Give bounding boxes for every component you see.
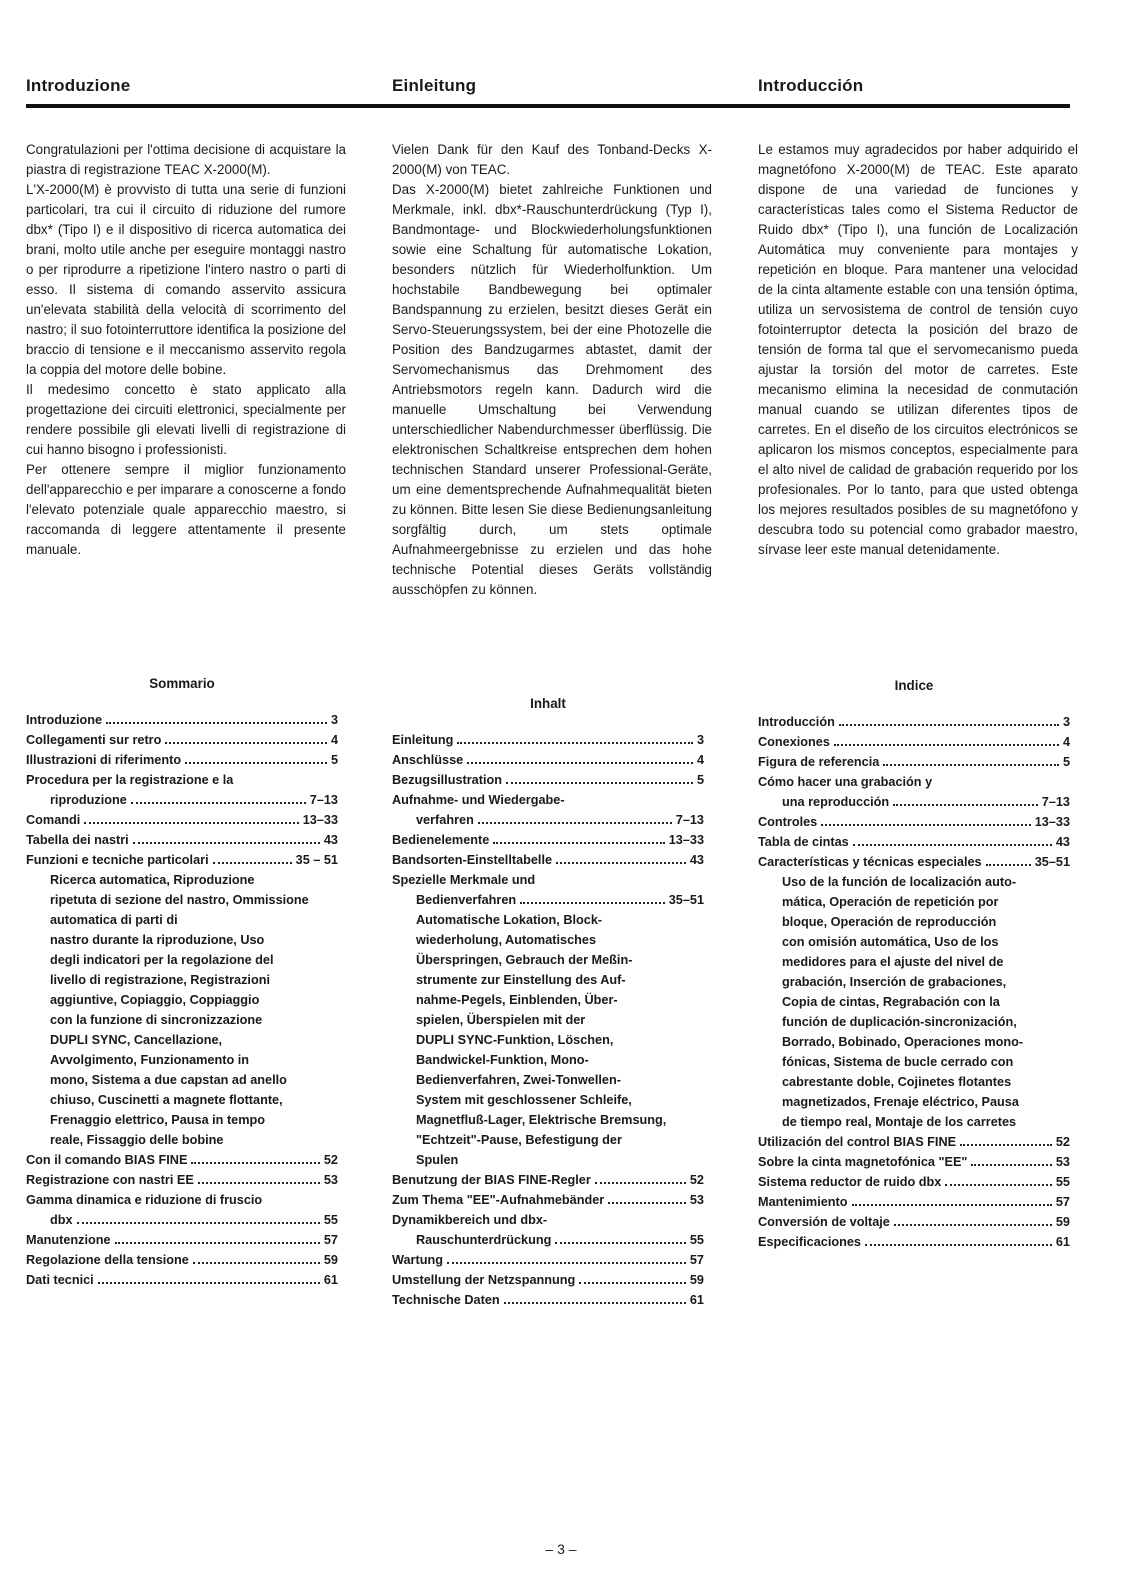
toc-entry-page: 5: [1062, 755, 1070, 769]
toc-entry-label: Tabella dei nastri: [26, 833, 129, 847]
toc-entry-label: Tabla de cintas: [758, 835, 849, 849]
toc-entry: [26, 730, 338, 750]
header-german: Einleitung: [392, 76, 477, 95]
toc-entry-continued: [392, 810, 704, 830]
toc-entry-subtopics: Uso de la función de localización auto- mática, Operación de repetición por bloque, Operación de reproducción con omisión automática, Uso de los medidores para el ajuste del nivel de grabación, Inserción de grabaciones, Copia de cintas, Regrabación con la función de duplicación-sincronización, Borrado, Bobinado, Operaciones mono- fónicas, Sistema de bucle cerrado con cabrestante doble, Cojinetes flotantes magnetizados, Frenaje eléctrico, Pausa de tiempo real, Montaje de los carretes: [782, 875, 1024, 1129]
toc-leader-dots: [608, 1202, 686, 1204]
toc-leader-dots: [198, 1182, 320, 1184]
toc-entry: [758, 1232, 1070, 1252]
toc-entry-page: 13–33: [1034, 815, 1070, 829]
toc-italian-entries: [26, 710, 338, 1290]
toc-entry: [758, 712, 1070, 732]
toc-entry-label: una reproducción: [782, 795, 890, 809]
toc-entry-page: 52: [1055, 1135, 1070, 1149]
toc-entry-continued: [26, 790, 338, 810]
toc-entry-subtopics: Ricerca automatica, Riproduzione ripetuta di sezione del nastro, Ommissione automatica di parti di nastro durante la riproduzione, Uso degli indicatori per la regolazione del livello di registrazione, Registrazioni aggiuntive, Copiaggio, Coppiaggio con la funzione di sincronizzazione DUPLI SYNC, Cancellazione, Avvolgimento, Funzionamento in mono, Sistema a due capstan ad anello chiuso, Cuscinetti a magnete flottante, Frenaggio elettrico, Pausa in tempo reale, Fissaggio delle bobine: [50, 873, 309, 1147]
header-rule: [26, 104, 1070, 108]
toc-entry: [392, 1170, 704, 1190]
toc-entry-label: Technische Daten: [392, 1293, 500, 1307]
toc-entry-page: 55: [689, 1233, 704, 1247]
intro-german-text: Vielen Dank für den Kauf des Tonband-Decks X-2000(M) von TEAC. Das X-2000(M) bietet zahlreiche Funktionen und Merkmale, inkl. dbx*-Rauschunterdrückung (Typ I), Bandmontage- und Blockwiederholungsfunktionen sowie eine Schaltung für automatische Lokation, besonders nützlich für Wiederholfunktion. Um hochstabile Bandbewegung bei optimaler Bandspannung zu erzielen, besitzt dieses Gerät ein Servo-Steuerungssystem, bei der eine Photozelle die Position des Bandzugarmes abtastet, damit der Servomechanismus das Drehmoment des Antriebsmotors regeln kann. Dadurch wird die manuelle Umschaltung bei Verwendung unterschiedlicher Nabendurchmesser überflüssig. Die elektronischen Schaltkreise entsprechen dem hohen technischen Standard unserer Professional-Geräte, um eine dementsprechende Aufnahmequalität bieten zu können. Bitte lesen Sie diese Bedienungsanleitung sorgfältig durch, um stets optimale Aufnahmeergebnisse zu erzielen und das hohe technische Potential dieses Geräts vollständig ausschöpfen zu können.: [392, 142, 712, 597]
toc-entry-label: Introducción: [758, 715, 835, 729]
toc-entry-page: 5: [330, 753, 338, 767]
toc-entry-page: 43: [323, 833, 338, 847]
toc-entry: [758, 832, 1070, 852]
toc-entry-label: Mantenimiento: [758, 1195, 848, 1209]
toc-entry-page: 35–51: [1034, 855, 1070, 869]
toc-entry-label: Wartung: [392, 1253, 443, 1267]
toc-entry-label: Dynamikbereich und dbx-: [392, 1213, 548, 1227]
toc-leader-dots: [185, 762, 327, 764]
toc-entry-page: 53: [1055, 1155, 1070, 1169]
toc-entry: [26, 850, 338, 870]
toc-leader-dots: [520, 902, 665, 904]
intro-italian: [26, 140, 346, 560]
toc-entry: [758, 812, 1070, 832]
toc-entry-page: 53: [689, 1193, 704, 1207]
toc-entry-label: Spezielle Merkmale und: [392, 873, 536, 887]
toc-entry: [392, 770, 704, 790]
toc-entry: [26, 1150, 338, 1170]
toc-entry: [392, 790, 704, 810]
toc-entry: [392, 730, 704, 750]
toc-entry-page: 59: [323, 1253, 338, 1267]
toc-entry-label: Regolazione della tensione: [26, 1253, 189, 1267]
toc-entry-label: Especificaciones: [758, 1235, 861, 1249]
toc-leader-dots: [131, 802, 306, 804]
toc-entry-label: Bandsorten-Einstelltabelle: [392, 853, 553, 867]
toc-entry-page: 3: [330, 713, 338, 727]
toc-entry: [758, 1132, 1070, 1152]
toc-entry-page: 52: [323, 1153, 338, 1167]
toc-entry-page: 61: [1055, 1235, 1070, 1249]
toc-entry-label: verfahren: [416, 813, 474, 827]
toc-leader-dots: [457, 742, 693, 744]
toc-entry: [758, 852, 1070, 872]
toc-entry-continued: [392, 1230, 704, 1250]
toc-entry-page: 61: [689, 1293, 704, 1307]
toc-leader-dots: [894, 1224, 1052, 1226]
toc-entry-page: 7–13: [309, 793, 338, 807]
toc-entry-page: 13–33: [668, 833, 704, 847]
toc-leader-dots: [213, 862, 292, 864]
toc-entry: [392, 1270, 704, 1290]
toc-german-entries: [392, 730, 704, 1310]
toc-entry-label: Gamma dinamica e riduzione di fruscio: [26, 1193, 263, 1207]
toc-entry-label: Características y técnicas especiales: [758, 855, 982, 869]
toc-leader-dots: [77, 1222, 320, 1224]
toc-leader-dots: [133, 842, 320, 844]
toc-entry-label: Conexiones: [758, 735, 830, 749]
toc-entry-page: 7–13: [1041, 795, 1070, 809]
toc-entry-label: Umstellung der Netzspannung: [392, 1273, 576, 1287]
toc-leader-dots: [986, 864, 1031, 866]
toc-leader-dots: [504, 1302, 686, 1304]
toc-entry: [26, 1230, 338, 1250]
toc-entry-page: 4: [330, 733, 338, 747]
toc-leader-dots: [893, 804, 1038, 806]
toc-leader-dots: [821, 824, 1031, 826]
toc-entry-page: 35 – 51: [295, 853, 338, 867]
toc-entry-label: dbx: [50, 1213, 73, 1227]
toc-spanish-entries: [758, 712, 1070, 1252]
toc-german-title: Inhalt: [530, 696, 566, 711]
toc-entry-label: Cómo hacer una grabación y: [758, 775, 933, 789]
toc-entry-label: Dati tecnici: [26, 1273, 94, 1287]
toc-entry-page: 4: [696, 753, 704, 767]
toc-leader-dots: [595, 1182, 686, 1184]
header-spanish: Introducción: [758, 76, 864, 95]
toc-entry: [26, 830, 338, 850]
toc-entry: [392, 1290, 704, 1310]
toc-entry: [758, 772, 1070, 792]
toc-entry-page: 43: [1055, 835, 1070, 849]
page-number: – 3 –: [545, 1541, 577, 1557]
toc-entry-page: 59: [1055, 1215, 1070, 1229]
toc-entry-page: 55: [1055, 1175, 1070, 1189]
toc-italian-title: Sommario: [149, 676, 215, 691]
toc-leader-dots: [555, 1242, 686, 1244]
toc-leader-dots: [579, 1282, 686, 1284]
toc-entry-subtopics: Automatische Lokation, Block- wiederholung, Automatisches Überspringen, Gebrauch der Meßin- strumente zur Einstellung des Auf- nahme-Pegels, Einblenden, Über- spielen, Überspielen mit der DUPLI SYNC-Funktion, Löschen, Bandwickel-Funktion, Mono- Bedienverfahren, Zwei-Tonwellen- System mit geschlossener Schleife, Magnetfluß-Lager, Elektrische Bremsung, "Echtzeit"-Pause, Befestigung der Spulen: [416, 913, 667, 1167]
toc-entry-label: Sobre la cinta magnetofónica "EE": [758, 1155, 968, 1169]
toc-leader-dots: [493, 842, 664, 844]
intro-german: [392, 140, 712, 600]
toc-entry: [26, 770, 338, 790]
toc-entry: [758, 1172, 1070, 1192]
toc-leader-dots: [834, 744, 1059, 746]
toc-entry-label: Comandi: [26, 813, 81, 827]
toc-german: [392, 694, 704, 1310]
toc-entry-page: 53: [323, 1173, 338, 1187]
toc-leader-dots: [478, 822, 672, 824]
toc-entry-label: Zum Thema "EE"-Aufnahmebänder: [392, 1193, 605, 1207]
toc-leader-dots: [506, 782, 693, 784]
toc-entry-continued: [758, 792, 1070, 812]
toc-entry: [392, 1210, 704, 1230]
toc-entry-label: Bezugsillustration: [392, 773, 502, 787]
toc-leader-dots: [84, 822, 298, 824]
toc-entry-page: 55: [323, 1213, 338, 1227]
toc-entry-label: Collegamenti sur retro: [26, 733, 162, 747]
toc-entry: [392, 830, 704, 850]
toc-entry-label: Sistema reductor de ruido dbx: [758, 1175, 942, 1189]
toc-entry-label: Controles: [758, 815, 818, 829]
toc-leader-dots: [467, 762, 693, 764]
toc-leader-dots: [971, 1164, 1051, 1166]
toc-leader-dots: [945, 1184, 1052, 1186]
toc-leader-dots: [106, 722, 327, 724]
toc-entry-page: 4: [1062, 735, 1070, 749]
toc-entry: [26, 810, 338, 830]
toc-leader-dots: [191, 1162, 319, 1164]
toc-entry: [758, 1212, 1070, 1232]
toc-entry: [392, 750, 704, 770]
intro-italian-text: Congratulazioni per l'ottima decisione di acquistare la piastra di registrazione TEAC X-2000(M). L'X-2000(M) è provvisto di tutta una serie di funzioni particolari, tra cui il circuito di riduzione del rumore dbx* (Tipo I) e il dispositivo di ricerca automatica dei brani, molto utile anche per eseguire montaggi nastro o per riprodurre a ripetizione l'intero nastro o parti di esso. Il sistema di comando asservito assicura un'elevata stabilità della velocità di scorrimento del nastro; il suo fotointerruttore identifica la posizione del braccio di tensione e il meccanismo asservito regola la coppia del motore delle bobine. Il medesimo concetto è stato applicato alla progettazione dei circuiti elettronici, specialmente per rendere possibile gli elevati livelli di registrazione di cui hanno bisogno i professionisti. Per ottenere sempre il miglior funzionamento dell'apparecchio e per imparare a conoscerne a fondo l'elevato potenziale quale apparecchio maestro, si raccomanda di leggere attentamente il presente manuale.: [26, 142, 346, 557]
header-italian: Introduzione: [26, 76, 131, 95]
toc-leader-dots: [883, 764, 1059, 766]
toc-entry-page: 57: [689, 1253, 704, 1267]
toc-entry-label: Registrazione con nastri EE: [26, 1173, 194, 1187]
toc-entry-label: Illustrazioni di riferimento: [26, 753, 182, 767]
toc-spanish: [758, 676, 1070, 1252]
toc-entry-page: 61: [323, 1273, 338, 1287]
toc-entry-continued: [26, 1210, 338, 1230]
toc-entry-page: 57: [323, 1233, 338, 1247]
toc-entry: [26, 750, 338, 770]
toc-entry-label: Manutenzione: [26, 1233, 111, 1247]
toc-entry: [26, 1270, 338, 1290]
toc-entry-page: 43: [689, 853, 704, 867]
toc-entry: [758, 1192, 1070, 1212]
toc-entry: [26, 1250, 338, 1270]
toc-entry-continued: [392, 890, 704, 910]
toc-entry-page: 3: [696, 733, 704, 747]
toc-entry: [26, 710, 338, 730]
intro-spanish-text: Le estamos muy agradecidos por haber adquirido el magnetófono X-2000(M) de TEAC. Este aparato dispone de una variedad de funciones y características tales como el Sistema Reductor de Ruido dbx* (Tipo I), una función de Localización Automática muy conveniente para montajes y repetición en bloque. Para mantener una velocidad de la cinta altamente estable con una tensión óptima, utiliza un servosistema de control de tensión cuyo fotointerruptor detecta la posición del brazo de tensión de forma tal que el servomecanismo pueda ajustar la torsión del motor de carretes. Este mecanismo elimina la necesidad de conmutación manual cuando se utilizan diferentes tipos de carretes. En el diseño de los circuitos electrónicos se aplicaron los mismos conceptos, especialmente para el alto nivel de calidad de grabación requerido por los profesionales. Por lo tanto, para que usted obtenga los mejores resultados posibles de su magnetófono y descubra todo su potencial como grabador maestro, sírvase leer este manual detenidamente.: [758, 142, 1078, 557]
toc-leader-dots: [865, 1244, 1052, 1246]
toc-entry-page: 7–13: [675, 813, 704, 827]
toc-leader-dots: [447, 1262, 686, 1264]
toc-entry-label: Bedienelemente: [392, 833, 490, 847]
toc-entry-label: Anschlüsse: [392, 753, 464, 767]
toc-entry: [26, 1190, 338, 1210]
toc-entry-page: 57: [1055, 1195, 1070, 1209]
toc-leader-dots: [115, 1242, 320, 1244]
toc-entry-label: Einleitung: [392, 733, 454, 747]
toc-entry-page: 52: [689, 1173, 704, 1187]
toc-entry-page: 59: [689, 1273, 704, 1287]
toc-entry-label: Aufnahme- und Wiedergabe-: [392, 793, 565, 807]
toc-spanish-title: Indice: [894, 678, 934, 693]
toc-entry-page: 13–33: [302, 813, 338, 827]
toc-entry-label: Utilización del control BIAS FINE: [758, 1135, 957, 1149]
toc-italian: [26, 674, 338, 1290]
toc-entry-label: riproduzione: [50, 793, 127, 807]
toc-entry-label: Bedienverfahren: [416, 893, 517, 907]
toc-entry-label: Figura de referencia: [758, 755, 880, 769]
toc-leader-dots: [839, 724, 1059, 726]
toc-entry-label: Con il comando BIAS FINE: [26, 1153, 188, 1167]
toc-entry: [392, 850, 704, 870]
toc-entry-page: 35–51: [668, 893, 704, 907]
toc-entry-page: 3: [1062, 715, 1070, 729]
toc-leader-dots: [193, 1262, 320, 1264]
toc-leader-dots: [556, 862, 686, 864]
toc-entry-page: 5: [696, 773, 704, 787]
toc-entry-label: Funzioni e tecniche particolari: [26, 853, 209, 867]
toc-leader-dots: [165, 742, 327, 744]
toc-entry: [26, 1170, 338, 1190]
toc-entry: [392, 1250, 704, 1270]
toc-entry-label: Introduzione: [26, 713, 103, 727]
toc-leader-dots: [960, 1144, 1052, 1146]
toc-leader-dots: [98, 1282, 320, 1284]
toc-leader-dots: [853, 844, 1052, 846]
toc-entry: [758, 752, 1070, 772]
toc-entry-label: Benutzung der BIAS FINE-Regler: [392, 1173, 591, 1187]
intro-spanish: [758, 140, 1078, 560]
toc-leader-dots: [852, 1204, 1052, 1206]
toc-entry-label: Procedura per la registrazione e la: [26, 773, 234, 787]
toc-entry: [758, 732, 1070, 752]
toc-entry-label: Rauschunterdrückung: [416, 1233, 552, 1247]
toc-entry: [758, 1152, 1070, 1172]
toc-entry-label: Conversión de voltaje: [758, 1215, 890, 1229]
toc-entry: [392, 1190, 704, 1210]
toc-entry: [392, 870, 704, 890]
